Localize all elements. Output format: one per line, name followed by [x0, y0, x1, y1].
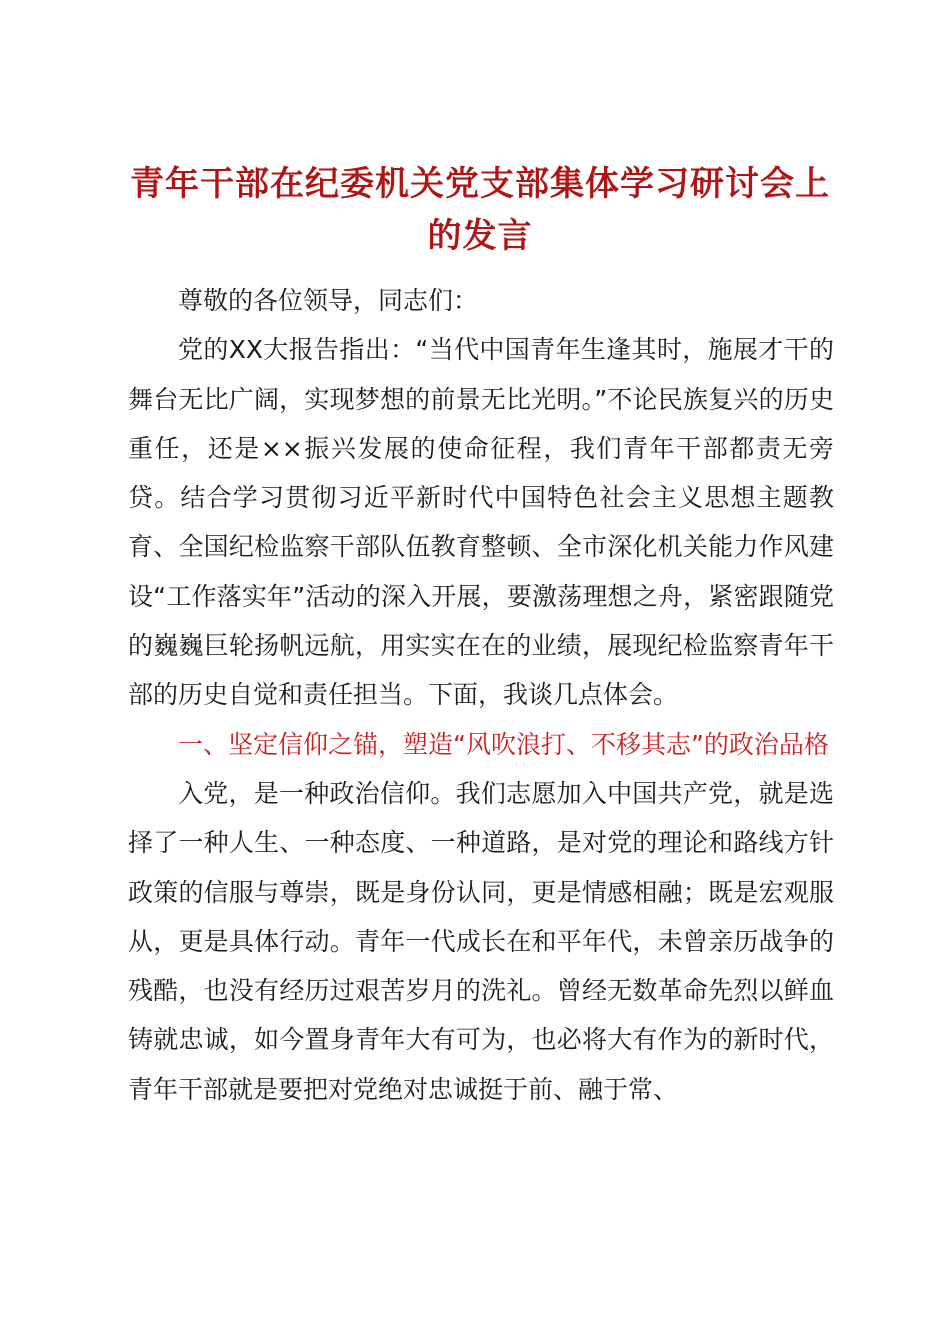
- section-heading-1: 一、坚定信仰之锚，塑造“风吹浪打、不移其志”的政治品格: [178, 729, 829, 759]
- paragraph-intro: 党的XX大报告指出：“当代中国青年生逢其时，施展才干的舞台无比广阔，实现梦想的前景无比光明。”不论民族复兴的历史重任，还是××振兴发展的使命征程，我们青年干部都责无旁贷。结合学习贯彻习近平新时代中国特色社会主义思想主题教育、全国纪检监察干部队伍教育整顿、全市深化机关能力作风建设“工作落实年”活动的深入开展，要激荡理想之舟，紧密跟随党的巍巍巨轮扬帆远航，用实实在在的业绩，展现纪检监察青年干部的历史自觉和责任担当。下面，我谈几点体会。: [128, 335, 834, 710]
- salutation: 尊敬的各位领导，同志们：: [178, 286, 479, 315]
- document-body: [128, 276, 834, 1114]
- paragraph-section-1: 入党，是一种政治信仰。我们志愿加入中国共产党，就是选择了一种人生、一种态度、一种道路，是对党的理论和路线方针政策的信服与尊崇，既是身份认同，更是情感相融；既是宏观服从，更是具体行动。青年一代成长在和平年代，未曾亲历战争的残酷，也没有经历过艰苦岁月的洗礼。曾经无数革命先烈以鲜血铸就忠诚，如今置身青年大有可为，也必将大有作为的新时代，青年干部就是要把对党绝对忠诚挺于前、融于常、: [128, 778, 834, 1104]
- document-title: 青年干部在纪委机关党支部集体学习研讨会上的发言: [130, 164, 830, 256]
